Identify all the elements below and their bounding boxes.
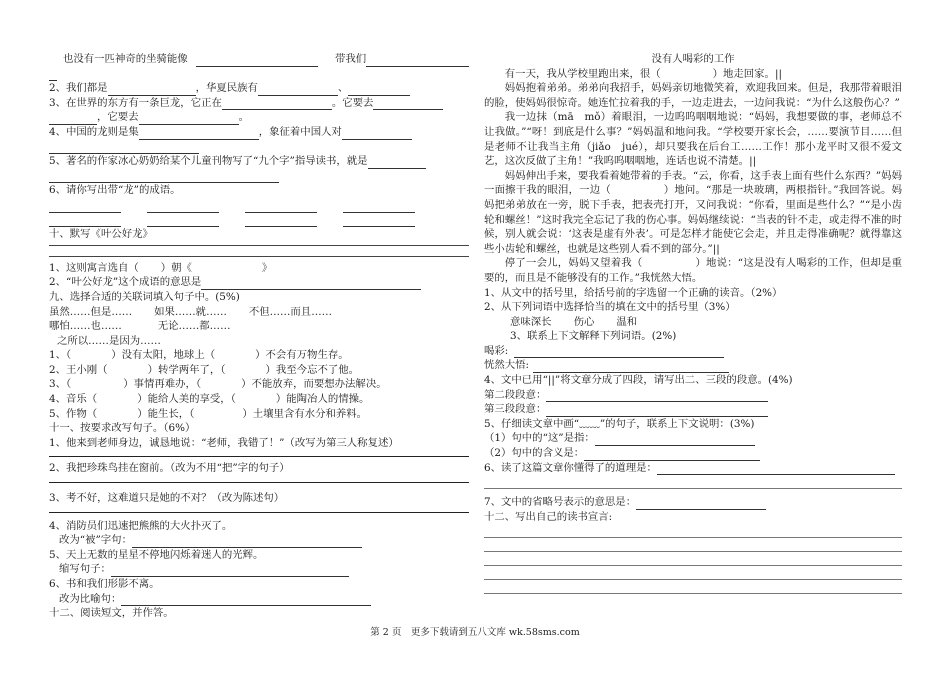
question-5: 5、著名的作家冰心奶奶给某个儿童刊物写了“九个字”指导读书，就是 [49, 154, 469, 169]
question-3: 3、在世界的东方有一条巨龙，它正在 。它要去 [49, 96, 469, 111]
section-12-title: 十二、阅读短文，并作答。 [49, 607, 174, 620]
section-11-title: 十一、按要求改写句子。（6%） [49, 422, 196, 435]
question-line: 也没有一匹神奇的坐骑能像 带我们 [49, 52, 469, 67]
s9-item-4: 4、音乐（ ）能给人美的享受，（ ）能陶冶人的情操。 [49, 393, 370, 406]
s9-item-5: 5、作物（ ）能生长，（ ）土壤里含有水分和养料。 [49, 407, 368, 420]
story-paragraph-2: 妈妈抱着弟弟。弟弟向我招手，妈妈亲切地微笑着，欢迎我回来。但是，我那带着眼泪的脸，使妈妈很惊奇。她连忙拉着我的手，一边走进去，一边问我说：“为什么这般伤心？” [484, 82, 902, 109]
answer-blank[interactable] [258, 84, 338, 96]
story-paragraph-3: 我一边抹（mā mǒ）着眼泪，一边呜呜咽咽地说：“妈妈，我想要做的事，老师总不让我做。”“呀！到底是什么事？”妈妈温和地问我。“学校要开家长会，……要演节目……但是老师不让我当主角（jiǎo jué），却只要我在后台工……工作！那小龙平时又很不爱文艺，这次反做了主角！”我呜呜咽咽地，连话也说不清楚。|| [484, 111, 902, 168]
answer-blank[interactable] [584, 449, 760, 461]
word-options: 意味深长 伤心 温和 [510, 315, 638, 328]
writing-rule[interactable] [49, 456, 469, 457]
writing-rule[interactable] [49, 482, 469, 483]
s11-question-1: 1、他来到老师身边，诚恳地说：“老师，我错了！”（改写为第三人称复述） [49, 436, 399, 449]
answer-blank[interactable] [222, 98, 332, 110]
writing-rule[interactable] [49, 512, 469, 513]
answer-blank[interactable] [373, 98, 443, 110]
answer-blank[interactable] [657, 463, 895, 475]
answer-blank[interactable] [514, 346, 724, 358]
answer-blank[interactable] [139, 128, 259, 140]
answer-blank[interactable] [121, 594, 371, 606]
writing-rule[interactable] [49, 256, 469, 257]
answer-blank[interactable] [49, 201, 121, 213]
section-10-title: 十、默写《叶公好龙》 [49, 228, 153, 241]
writing-rule[interactable] [484, 538, 902, 552]
answer-blank[interactable] [147, 215, 219, 227]
s9-item-3: 3、（ ）事情再难办，（ ）不能放弃，而要想办法解决。 [49, 378, 387, 391]
left-column: 也没有一匹神奇的坐骑能像 带我们 2、我们都是 ，华夏民族有 、 3、在世界的东方有一条巨龙，它正在 。它要去 ，它要去 。 4、中国的龙则是集 ，象征着中国人对 5、著名的作家冰心奶奶给某个儿童刊物写了“九个字”指导读书，就是 6、请你写出带“龙”的成语。 十、默写《叶公好龙》 1、这则寓言选自（ ）朝《 》 2、“叶公好龙”这个成语的意思是 九、选择合适的关联词填入句子中。(5%) 虽然……但是…… 如果……就…… 不但……而且…… 哪怕……也…… 无论……都…… 之所以……是因为…… 1、（ ）没有太阳，地球上（ ）不会有万物生存。 2、王小刚（ ）转学两年了，（ ）我至今忘不了他。 3、（ ）事情再难办，（ ）不能放弃，而要想办法解决。 4、音乐（ ）能给人美的享受，（ ）能陶冶人的情操。 5、作物（ ）能生长，（ ）土壤里含有水分和养料。 十一、按要求改写句子。（6%） 1、他来到老师身边，诚恳地说：“老师，我错了！”（改写为第三人称复述） 2、我把珍珠鸟挂在窗前。（改为不用“把”字的句子） 3、考不好，这难道只是她的不对？（改为陈述句） 4、消防员们迅速把熊熊的大火扑灭了。 改为“被”字句： 5、天上无数的星星不停地闪烁着迷人的光辉。 缩写句子： 6、书和我们形影不离。 改为比喻句： 十二、阅读短文，并作答。 [49, 52, 469, 621]
answer-blank[interactable] [111, 565, 349, 577]
s11-question-4: 4、消防员们迅速把熊熊的大火扑灭了。 [49, 519, 233, 532]
reading-question-3: 3、联系上下文解释下列词语。(2%) [510, 330, 677, 343]
question-2: 2、我们都是 ，华夏民族有 、 [49, 81, 469, 96]
answer-blank[interactable] [533, 361, 729, 373]
answer-blank[interactable] [342, 128, 412, 140]
s11-question-5: 5、天上无数的星星不停地闪烁着迷人的光辉。 [49, 548, 264, 561]
reading-question-4: 4、文中已用“||”将文章分成了四段，请写出二、三段的段意。(4%) [484, 374, 793, 387]
s9-item-2: 2、王小刚（ ）转学两年了，（ ）我至今忘不了他。 [49, 363, 360, 376]
answer-blank[interactable] [139, 113, 239, 125]
answer-blank[interactable] [546, 390, 768, 402]
s11-question-6: 6、书和我们形影不离。 [49, 578, 160, 590]
question-6: 6、请你写出带“龙”的成语。 [49, 184, 181, 197]
s9-item-1: 1、（ ）没有太阳，地球上（ ）不会有万物生存。 [49, 349, 349, 362]
writing-rule[interactable] [484, 566, 902, 580]
answer-blank[interactable] [49, 171, 279, 183]
answer-blank[interactable] [348, 84, 410, 96]
reading-question-1: 1、从文中的括号里，给括号前的字选留一个正确的读音。（2%） [484, 286, 783, 299]
story-paragraph-4: 妈妈伸出手来，要我看着她带着的手表。“云，你看，这手表上面有些什么东西？”妈妈一面擦干我的眼泪，一边（ ）地问。“那是一块玻璃，两根指针。”我回答说。妈妈把弟弟放在一旁，脱下手表，把表壳打开，又问我说：“你看，里面是些什么？”“是小齿轮和螺丝！”这时我完全忘记了我的伤心事。妈妈继续说：“当表的针不走，或走得不准的时候，别人就会说：‘这表是虚有外表’。可是怎样才能使它会走，并且走得准确呢？就得靠这些小齿轮和螺丝，也就是这些别人看不到的部分。”|| [484, 169, 902, 255]
page-footer: 第 2 页 更多下载请到五八文库 wk.58sms.com [370, 627, 580, 638]
answer-blank[interactable] [201, 278, 421, 290]
answer-blank[interactable] [343, 201, 415, 213]
reading-question-7: 7、文中的省略号表示的意思是： [484, 495, 902, 510]
answer-blank[interactable] [636, 498, 766, 510]
answer-blank[interactable] [108, 84, 196, 96]
answer-blank[interactable] [595, 434, 755, 446]
answer-blank[interactable] [132, 536, 362, 548]
writing-rule[interactable] [484, 552, 902, 566]
story-paragraph-5: 停了一会儿，妈妈又望着我（ ）地说：“这是没有人喝彩的工作，但却是重要的，而且是不能够没有的工作。”我恍然大悟。 [484, 257, 902, 284]
s10-question-2: 2、“叶公好龙”这个成语的意思是 [49, 275, 469, 290]
reading-question-8: 十二、写出自己的读书宣言: [484, 510, 613, 523]
answer-blank[interactable] [147, 201, 219, 213]
writing-rule[interactable] [484, 475, 902, 489]
answer-blank[interactable] [366, 55, 469, 67]
reading-question-6: 6、读了这篇文章你懂得了的道理是： [484, 461, 902, 476]
answer-blank[interactable] [49, 113, 97, 125]
writing-rule[interactable] [484, 580, 902, 594]
answer-blank[interactable] [245, 215, 317, 227]
reading-question-5: 5、仔细读文章中画“﹏﹏”的句子，联系上下文说明：(3%) [484, 417, 755, 430]
s11-question-3: 3、考不好，这难道只是她的不对？（改为陈述句） [49, 492, 285, 505]
s10-question-1: 1、这则寓言选自（ ）朝《 》 [49, 261, 273, 274]
answer-blank[interactable] [49, 215, 121, 227]
question-4: 4、中国的龙则是集 ，象征着中国人对 [49, 125, 469, 140]
answer-blank[interactable] [368, 157, 426, 169]
section-9-title: 九、选择合适的关联词填入句子中。(5%) [49, 290, 240, 303]
writing-rule[interactable] [49, 245, 469, 246]
right-column: 没有人喝彩的工作 有一天，我从学校里跑出来，很（ ）地走回家。|| 妈妈抱着弟弟。弟弟向我招手，妈妈亲切地微笑着，欢迎我回来。但是，我那带着眼泪的脸，使妈妈很惊奇。她连忙拉着我的手，一边走进去，一边问我说：“为什么这般伤心？” 我一边抹（mā mǒ）着眼泪，一边呜呜咽咽地说：“妈妈，我想要做的事，老师总不让我做。”“呀！到底是什么事？”妈妈温和地问我。“学校要开家长会，……要演节目……但是老师不让我当主角（jiǎo jué），却只要我在后台工……工作！那小龙平时又很不爱文艺，这次反做了主角！”我呜呜咽咽地，连话也说不清楚。|| 妈妈伸出手来，要我看着她带着的手表。“云，你看，这手表上面有些什么东西？”妈妈一面擦干我的眼泪，一边（ ）地问。“那是一块玻璃，两根指针。”我回答说。妈妈把弟弟放在一旁，脱下手表，把表壳打开，又问我说：“你看，里面是些什么？”“是小齿轮和螺丝！”这时我完全忘记了我的伤心事。妈妈继续说：“当表的针不走，或走得不准的时候，别人就会说：‘这表是虚有外表’。可是怎样才能使它会走，并且走得准确呢？就得靠这些小齿轮和螺丝，也就是这些别人看不到的部分。”|| 停了一会儿，妈妈又望着我（ ）地说：“这是没有人喝彩的工作，但却是重要的，而且是不能够没有的工作。”我恍然大悟。 1、从文中的括号里，给括号前的字选留一个正确的读音。（2%） 2、从下列词语中选择恰当的填在文中的括号里（3%） 意味深长 伤心 温和 3、联系上下文解释下列词语。(2%) 喝彩: 恍然大悟: 4、文中已用“||”将文章分成了四段，请写出二、三段的段意。(4%) 第二段段意： 第三段段意： 5、仔细读文章中画“﹏﹏”的句子，联系上下文说明：(3%) （1）句中的“这”是指： （2）句中的含义是： 6、读了这篇文章你懂得了的道理是： 7、文中的省略号表示的意思是： 十二、写出自己的读书宣言: [484, 52, 902, 594]
story-paragraph-1: 有一天，我从学校里跑出来，很（ ）地走回家。|| [504, 67, 782, 80]
reading-question-2: 2、从下列词语中选择恰当的填在文中的括号里（3%） [484, 301, 736, 314]
answer-blank[interactable] [546, 405, 768, 417]
conjunction-options: 虽然……但是…… 如果……就…… 不但……而且…… [49, 305, 332, 318]
s11-question-2: 2、我把珍珠鸟挂在窗前。（改为不用“把”字的句子） [49, 462, 290, 475]
story-title: 没有人喝彩的工作 [651, 53, 735, 65]
writing-rule[interactable] [484, 524, 902, 538]
answer-blank[interactable] [49, 69, 57, 81]
answer-blank[interactable] [343, 215, 415, 227]
answer-blank[interactable] [49, 142, 199, 154]
answer-blank[interactable] [245, 201, 317, 213]
answer-blank[interactable] [196, 55, 318, 67]
